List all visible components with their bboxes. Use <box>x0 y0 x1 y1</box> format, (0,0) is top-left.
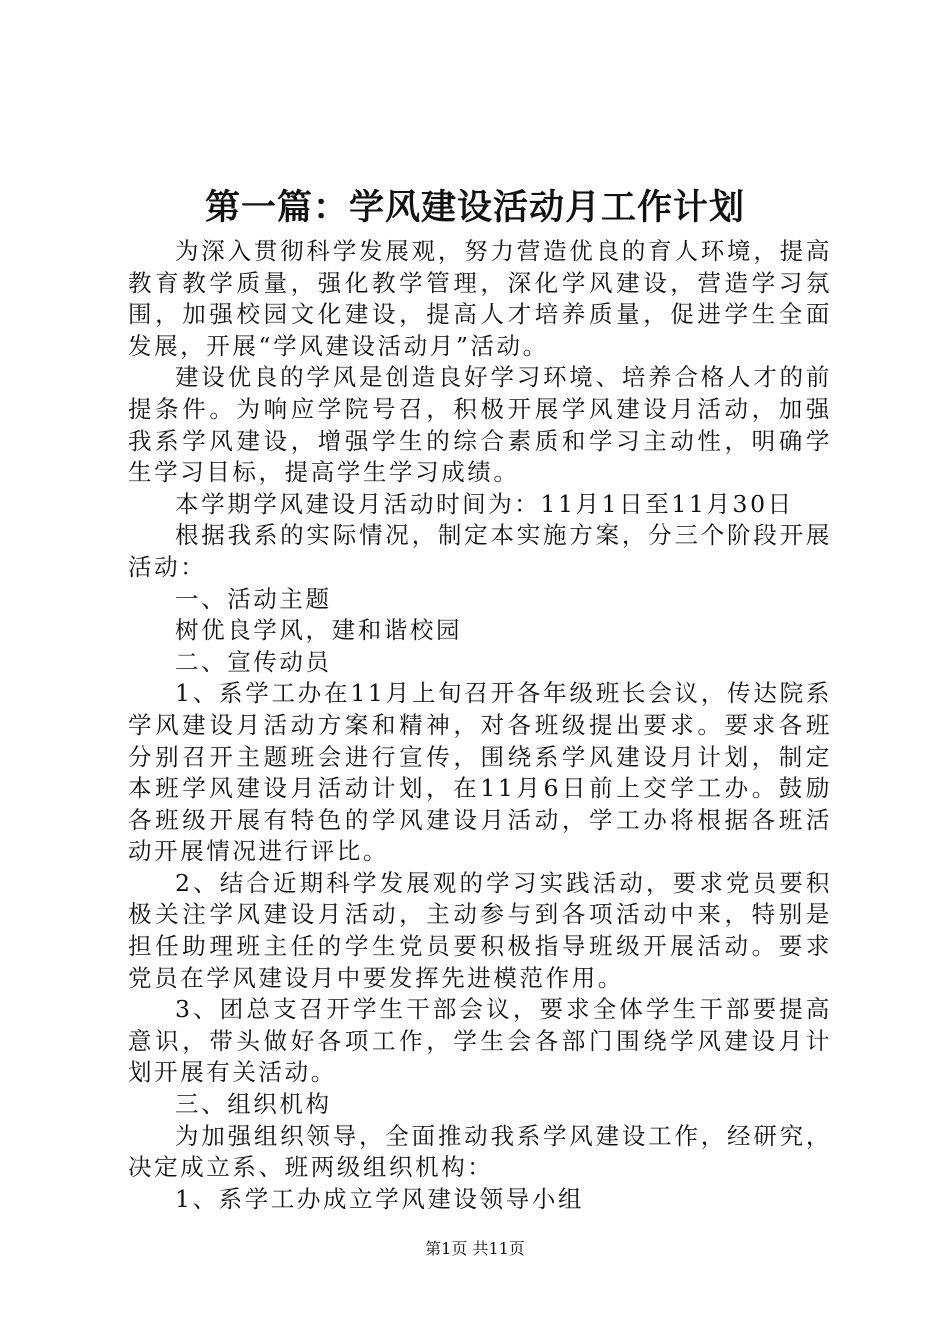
section-heading-mobilization: 二、宣传动员 <box>175 647 332 676</box>
paragraph-plan: 根据我系的实际情况，制定本实施方案，分三个阶段开展活动： <box>128 521 832 581</box>
paragraph-intro: 为深入贯彻科学发展观，努力营造优良的育人环境，提高教育教学质量，强化教学管理，深化学风建设，营造学习氛围，加强校园文化建设，提高人才培养质量，促进学生全面发展，开展“学风建设活动月”活动。 <box>128 237 832 360</box>
paragraph-purpose: 建设优良的学风是创造良好学习环境、培养合格人才的前提条件。为响应学院号召，积极开展学风建设月活动，加强我系学风建设，增强学生的综合素质和学习主动性，明确学生学习目标，提高学生学习成绩。 <box>128 363 832 487</box>
paragraph-item-3: 3、团总支召开学生干部会议，要求全体学生干部要提高意识，带头做好各项工作，学生会各部门围绕学风建设月计划开展有关活动。 <box>128 995 832 1087</box>
page-footer: 第1页 共11页 <box>425 1239 525 1258</box>
paragraph-theme: 树优良学风，建和谐校园 <box>175 616 463 645</box>
paragraph-item-1: 1、系学工办在11月上旬召开各年级班长会议，传达院系学风建设月活动方案和精神，对各班级提出要求。要求各班分别召开主题班会进行宣传，围绕系学风建设月计划，制定本班学风建设月活动计划，在11月6日前上交学工办。鼓励各班级开展有特色的学风建设月活动，学工办将根据各班活动开展情况进行评比。 <box>128 679 832 866</box>
document-body <box>128 236 832 1215</box>
section-heading-theme: 一、活动主题 <box>175 584 332 613</box>
paragraph-organization: 为加强组织领导，全面推动我系学风建设工作，经研究，决定成立系、班两级组织机构： <box>128 1121 832 1182</box>
document-title: 第一篇：学风建设活动月工作计划 <box>204 187 745 228</box>
paragraph-time: 本学期学风建设月活动时间为：11月1日至11月30日 <box>175 489 794 518</box>
paragraph-item-2: 2、结合近期科学发展观的学习实践活动，要求党员要积极关注学风建设月活动，主动参与到各项活动中来，特别是担任助理班主任的学生党员要积极指导班级开展活动。要求党员在学风建设月中要发挥先进模范作用。 <box>128 868 832 992</box>
section-heading-organization: 三、组织机构 <box>175 1090 332 1119</box>
paragraph-org-item-1: 1、系学工办成立学风建设领导小组 <box>175 1184 585 1213</box>
